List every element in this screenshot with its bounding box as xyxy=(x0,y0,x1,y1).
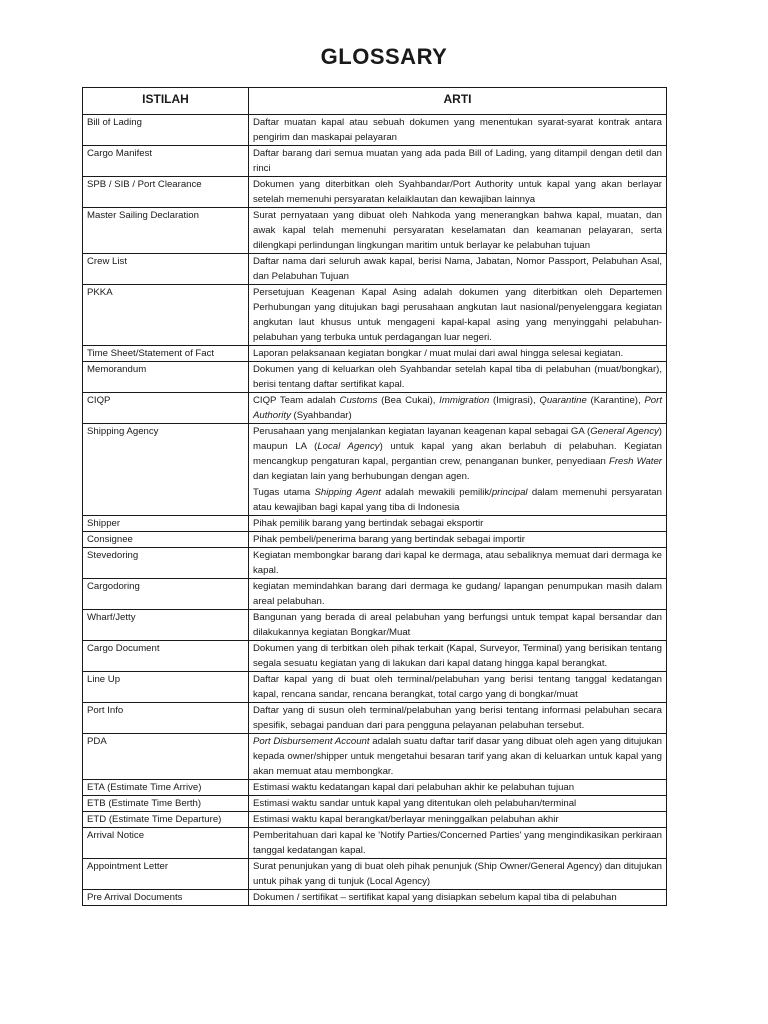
term-cell: Appointment Letter xyxy=(83,859,249,890)
definition-italic-text: Quarantine xyxy=(539,395,587,406)
term-cell: ETD (Estimate Time Departure) xyxy=(83,812,249,828)
table-row xyxy=(83,890,667,906)
definition-cell: Bangunan yang berada di areal pelabuhan yang berfungsi untuk tempat kapal bersandar dan dilakukannya kegiatan Bongkar/Muat xyxy=(249,610,667,641)
term-cell: Cargo Document xyxy=(83,641,249,672)
definition-italic-text: Shipping Agent xyxy=(314,487,381,498)
table-row xyxy=(83,115,667,146)
definition-italic-text: Customs xyxy=(339,395,378,406)
definition-cell: Pemberitahuan dari kapal ke 'Notify Parties/Concerned Parties' yang mengindikasikan perkiraan tanggal kedatangan kapal. xyxy=(249,828,667,859)
table-row xyxy=(83,796,667,812)
definition-cell: Surat penunjukan yang di buat oleh pihak penunjuk (Ship Owner/General Agency) dan ditujukan untuk pihak yang di tunjuk (Local Agency) xyxy=(249,859,667,890)
glossary-table xyxy=(82,87,667,906)
table-row xyxy=(83,393,667,424)
definition-cell: Pihak pembeli/penerima barang yang bertindak sebagai importir xyxy=(249,532,667,548)
definition-cell: Pihak pemilik barang yang bertindak sebagai eksportir xyxy=(249,516,667,532)
definition-italic-text: Port Disbursement Account xyxy=(253,736,370,747)
definition-text: Tugas utama xyxy=(253,487,315,498)
header-arti: ARTI xyxy=(249,88,667,115)
table-row xyxy=(83,285,667,346)
table-row xyxy=(83,532,667,548)
term-cell: Wharf/Jetty xyxy=(83,610,249,641)
definition-cell: Persetujuan Keagenan Kapal Asing adalah dokumen yang diterbitkan oleh Departemen Perhubungan yang ditujukan bagi perusahaan angkutan laut nasional/penyelenggara kegiatan angkutan laut khusus untuk mengageni kapal-kapal asing yang menyinggahi pelabuhan-pelabuhan yang terbuka untuk perdagangan luar negeri. xyxy=(249,285,667,346)
table-row xyxy=(83,828,667,859)
definition-text: (Bea Cukai), xyxy=(377,395,440,406)
term-cell: ETB (Estimate Time Berth) xyxy=(83,796,249,812)
definition-cell: Dokumen / sertifikat – sertifikat kapal yang disiapkan sebelum kapal tiba di pelabuhan xyxy=(249,890,667,906)
definition-italic-text: Fresh Water xyxy=(608,456,662,467)
definition-cell: Daftar yang di susun oleh terminal/pelabuhan yang berisi tentang informasi pelabuhan secara spesifik, sebagai panduan dari para pengguna pelayanan pelabuhan tersebut. xyxy=(249,703,667,734)
table-row xyxy=(83,254,667,285)
definition-cell: Daftar kapal yang di buat oleh terminal/pelabuhan yang berisi tentang tanggal kedatangan kapal, rencana sandar, rencana berangkat, total cargo yang di bongkar/muat xyxy=(249,672,667,703)
table-row xyxy=(83,859,667,890)
term-cell: Shipping Agency xyxy=(83,424,249,516)
term-cell: Crew List xyxy=(83,254,249,285)
definition-text: CIQP Team adalah xyxy=(253,395,340,406)
definition-cell: Dokumen yang di keluarkan oleh Syahbandar setelah kapal tiba di pelabuhan (muat/bongkar), berisi tentang daftar sertifikat kapal. xyxy=(249,362,667,393)
table-row xyxy=(83,516,667,532)
term-cell: Consignee xyxy=(83,532,249,548)
term-cell: Stevedoring xyxy=(83,548,249,579)
definition-italic-text: Port Authority xyxy=(253,395,662,421)
page-title: GLOSSARY xyxy=(320,44,448,69)
term-cell: Port Info xyxy=(83,703,249,734)
term-cell: Line Up xyxy=(83,672,249,703)
table-row xyxy=(83,703,667,734)
table-row xyxy=(83,780,667,796)
definition-text: (Syahbandar) xyxy=(290,410,352,421)
definition-text: Perusahaan yang menjalankan kegiatan layanan keagenan kapal sebagai GA ( xyxy=(253,426,591,437)
header-istilah: ISTILAH xyxy=(83,88,249,115)
definition-paragraph xyxy=(253,424,662,484)
term-cell: CIQP xyxy=(83,393,249,424)
definition-cell: Estimasi waktu kedatangan kapal dari pelabuhan akhir ke pelabuhan tujuan xyxy=(249,780,667,796)
definition-cell: Estimasi waktu kapal berangkat/berlayar meninggalkan pelabuhan akhir xyxy=(249,812,667,828)
table-row xyxy=(83,146,667,177)
definition-text: (Imigrasi), xyxy=(489,395,540,406)
table-row xyxy=(83,610,667,641)
table-row xyxy=(83,548,667,579)
table-header-row xyxy=(83,88,667,115)
definition-cell: Daftar barang dari semua muatan yang ada pada Bill of Lading, yang ditampil dengan detil dan rinci xyxy=(249,146,667,177)
definition-cell: Laporan pelaksanaan kegiatan bongkar / muat mulai dari awal hingga selesai kegiatan. xyxy=(249,346,667,362)
table-row xyxy=(83,346,667,362)
definition-cell: Estimasi waktu sandar untuk kapal yang ditentukan oleh pelabuhan/terminal xyxy=(249,796,667,812)
term-cell: Arrival Notice xyxy=(83,828,249,859)
definition-paragraph xyxy=(253,485,662,515)
table-row xyxy=(83,812,667,828)
definition-text: adalah suatu daftar tarif dasar yang dibuat oleh agen yang ditujukan kepada owner/shipper untuk mengetahui besaran tarif yang akan di keluarkan untuk kapal yang akan memuat atau membongkar. xyxy=(253,736,662,777)
term-cell: Time Sheet/Statement of Fact xyxy=(83,346,249,362)
term-cell: Shipper xyxy=(83,516,249,532)
definition-cell: Kegiatan membongkar barang dari kapal ke dermaga, atau sebaliknya memuat dari dermaga ke kapal. xyxy=(249,548,667,579)
definition-text: dan kegiatan lain yang berhubungan dengan agen. xyxy=(253,471,470,482)
term-cell: Cargodoring xyxy=(83,579,249,610)
term-cell: Memorandum xyxy=(83,362,249,393)
table-row xyxy=(83,672,667,703)
term-cell: ETA (Estimate Time Arrive) xyxy=(83,780,249,796)
definition-text: dalam memenuhi persyaratan atau kewajiban bagi kapal yang tiba di Indonesia xyxy=(253,487,662,513)
definition-cell: Dokumen yang di terbitkan oleh pihak terkait (Kapal, Surveyor, Terminal) yang berisikan tentang segala sesuatu kegiatan yang di lakukan dari kapal datang hingga kapal berangkat. xyxy=(249,641,667,672)
definition-cell xyxy=(249,734,667,780)
definition-italic-text: Immigration xyxy=(439,395,490,406)
definition-text: adalah mewakili pemilik/ xyxy=(380,487,492,498)
table-row xyxy=(83,362,667,393)
term-cell: SPB / SIB / Port Clearance xyxy=(83,177,249,208)
definition-cell xyxy=(249,424,667,516)
table-row xyxy=(83,208,667,254)
definition-italic-text: principal xyxy=(491,487,528,498)
term-cell: Master Sailing Declaration xyxy=(83,208,249,254)
definition-italic-text: General Agency xyxy=(590,426,659,437)
definition-text: ) untuk kapal yang akan berlabuh di pelabuhan. Kegiatan mencangkup pengaturan kapal, pergantian crew, penanganan bunker, penyediaan xyxy=(253,441,662,467)
term-cell: Cargo Manifest xyxy=(83,146,249,177)
term-cell: Pre Arrival Documents xyxy=(83,890,249,906)
table-row xyxy=(83,641,667,672)
term-cell: PKKA xyxy=(83,285,249,346)
definition-cell: Daftar nama dari seluruh awak kapal, berisi Nama, Jabatan, Nomor Passport, Pelabuhan Asal, dan Pelabuhan Tujuan xyxy=(249,254,667,285)
term-cell: PDA xyxy=(83,734,249,780)
definition-cell xyxy=(249,393,667,424)
definition-cell: Dokumen yang diterbitkan oleh Syahbandar/Port Authority untuk kapal yang akan berlayar setelah memenuhi persyaratan kelaiklautan dan kewajiban lainnya xyxy=(249,177,667,208)
definition-cell: Surat pernyataan yang dibuat oleh Nahkoda yang menerangkan bahwa kapal, muatan, dan awak kapal telah memenuhi persyaratan keselamatan dan keamanan pelayaran, serta dilengkapi perlindungan lingkungan maritim untuk berlayar ke pelabuhan tujuan xyxy=(249,208,667,254)
definition-cell: Daftar muatan kapal atau sebuah dokumen yang menentukan syarat-syarat kontrak antara pengirim dan maskapai pelayaran xyxy=(249,115,667,146)
table-row xyxy=(83,734,667,780)
definition-cell: kegiatan memindahkan barang dari dermaga ke gudang/ lapangan penumpukan masih dalam areal pelabuhan. xyxy=(249,579,667,610)
definition-text: ) maupun LA ( xyxy=(253,426,662,452)
term-cell: Bill of Lading xyxy=(83,115,249,146)
table-row xyxy=(83,424,667,516)
table-row xyxy=(83,579,667,610)
glossary-body xyxy=(83,115,667,906)
definition-text: (Karantine), xyxy=(586,395,645,406)
definition-italic-text: Local Agency xyxy=(317,441,380,452)
table-row xyxy=(83,177,667,208)
